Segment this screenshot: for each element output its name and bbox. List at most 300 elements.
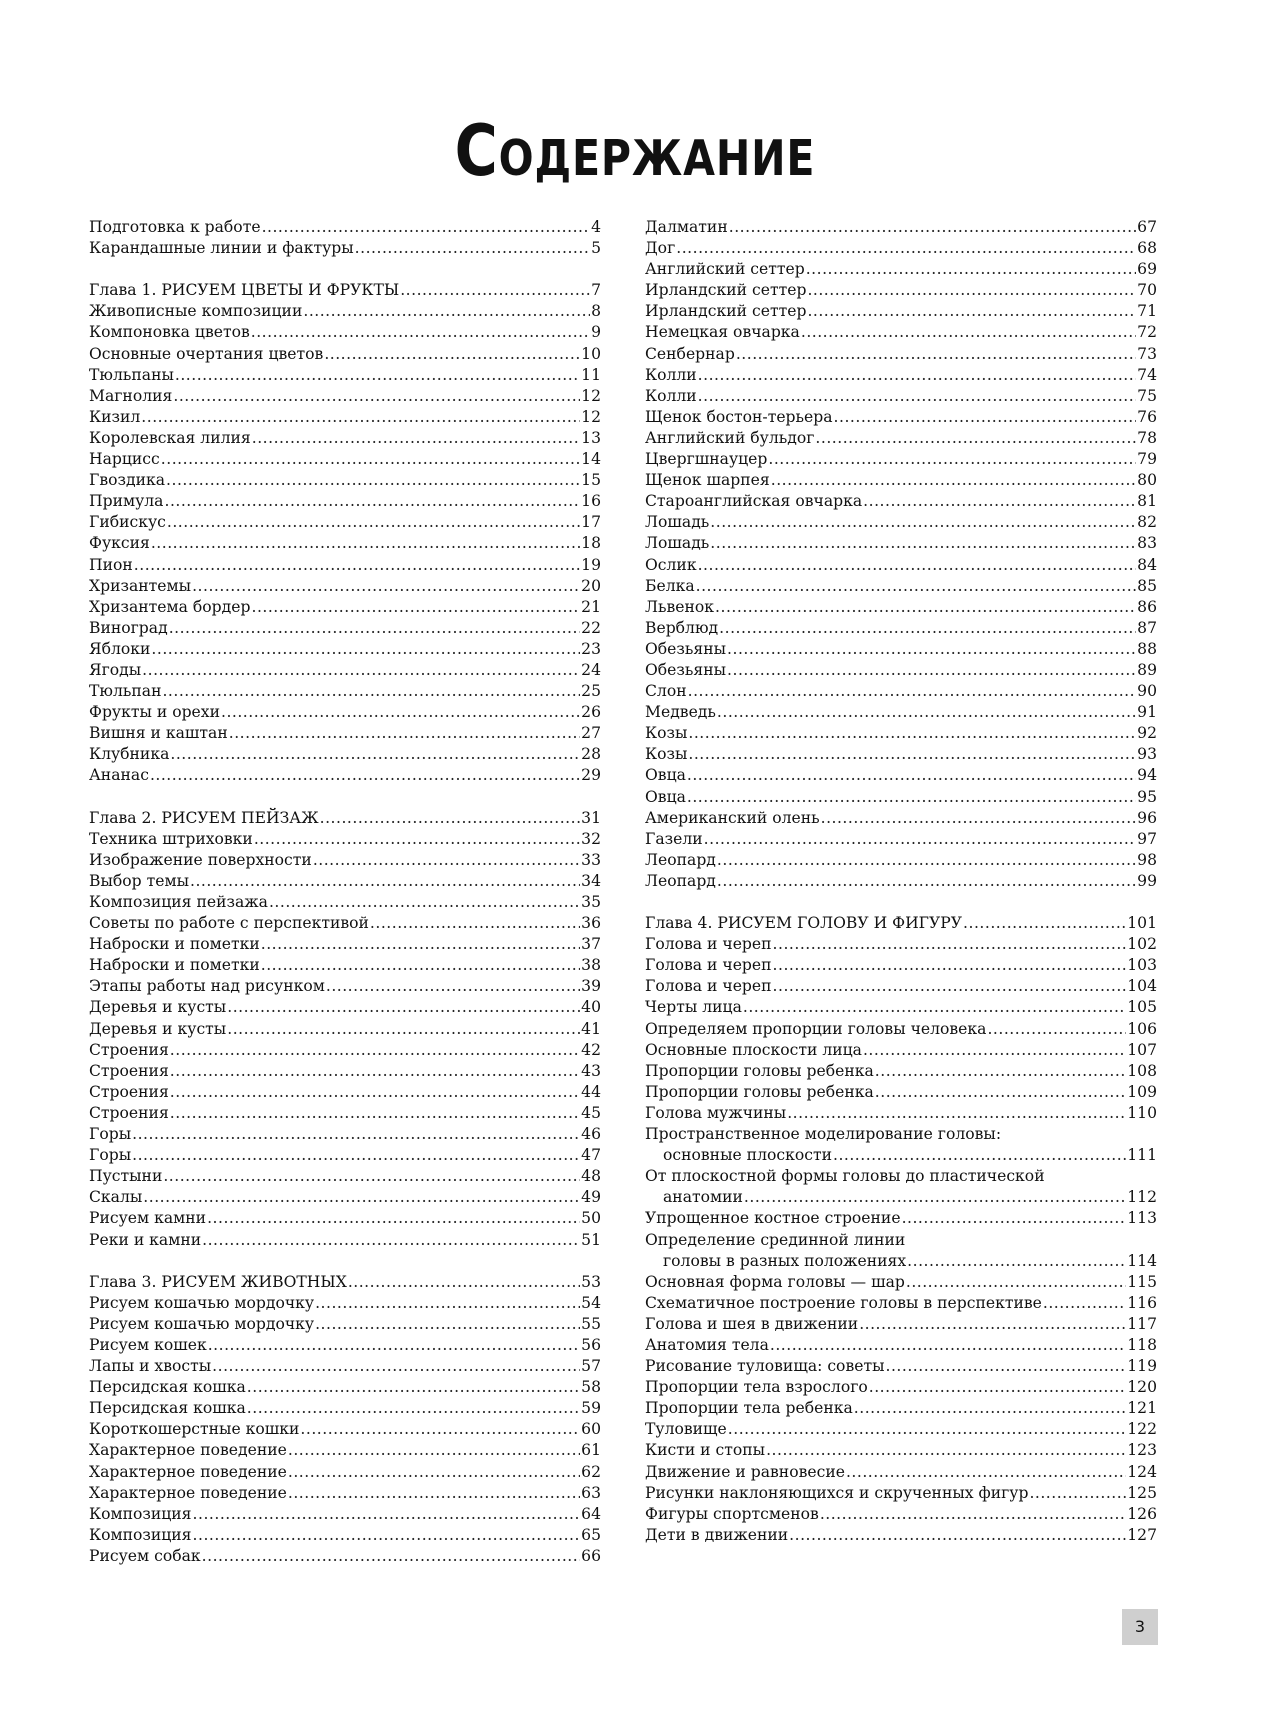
toc-entry-title: Пропорции тела ребенка [645, 1399, 853, 1418]
toc-entry-title: Основная форма головы — шар [645, 1272, 905, 1291]
toc-entry-page: 10 [581, 344, 601, 363]
toc-entry-page: 127 [1127, 1525, 1157, 1544]
toc-entry-page: 63 [581, 1483, 601, 1502]
toc-entry-title: Королевская лилия [89, 428, 251, 447]
toc-entry-page: 39 [581, 977, 601, 996]
toc-entry-page: 34 [581, 871, 601, 890]
toc-spacer [89, 259, 601, 280]
toc-leader-dots [715, 597, 1136, 618]
toc-entry [89, 934, 601, 955]
toc-entry-page: 112 [1127, 1188, 1157, 1207]
toc-entry-title: Колли [645, 365, 697, 384]
toc-leader-dots [696, 576, 1137, 597]
toc-entry-title: Советы по работе с перспективой [89, 914, 369, 933]
toc-entry [645, 407, 1157, 428]
toc-leader-dots [261, 955, 580, 976]
toc-entry-page: 103 [1127, 956, 1157, 975]
toc-entry [645, 808, 1157, 829]
toc-entry-page: 38 [581, 956, 601, 975]
toc-leader-dots [717, 871, 1136, 892]
toc-leader-dots [175, 365, 580, 386]
toc-leader-dots [869, 1377, 1126, 1398]
toc-entry-page: 12 [581, 386, 601, 405]
toc-entry [645, 913, 1157, 934]
toc-entry-title: Глава 1. РИСУЕМ ЦВЕТЫ И ФРУКТЫ [89, 281, 400, 300]
toc-leader-dots [771, 470, 1136, 491]
toc-entry [89, 976, 601, 997]
toc-entry-title: Козы [645, 745, 688, 764]
toc-entry-title: Козы [645, 724, 688, 743]
toc-entry [645, 1356, 1157, 1377]
toc-entry-page: 31 [581, 808, 601, 827]
toc-leader-dots [875, 1082, 1126, 1103]
toc-leader-dots [846, 1462, 1126, 1483]
toc-entry-page: 87 [1137, 618, 1157, 637]
toc-entry-title: Композиция пейзажа [89, 893, 268, 911]
toc-entry-page: 33 [581, 850, 601, 869]
toc-entry-page: 27 [581, 724, 601, 743]
toc-entry [89, 829, 601, 850]
toc-entry [89, 765, 601, 786]
toc-entry [645, 301, 1157, 322]
toc-leader-dots [676, 238, 1136, 259]
toc-entry [645, 1440, 1157, 1461]
toc-entry [89, 1103, 601, 1124]
toc-entry [89, 1145, 601, 1166]
toc-entry [89, 892, 601, 913]
toc-entry-page: 28 [581, 745, 601, 764]
toc-leader-dots [300, 1419, 580, 1440]
toc-leader-dots [886, 1356, 1127, 1377]
toc-entry-title: Черты лица [645, 998, 742, 1017]
toc-entry-page: 16 [581, 492, 601, 511]
toc-leader-dots [863, 491, 1136, 512]
toc-entry-title: Определяем пропорции головы человека [645, 1019, 987, 1038]
toc-entry-title: Тюльпаны [89, 365, 174, 384]
toc-entry [89, 681, 601, 702]
toc-leader-dots [167, 512, 580, 533]
toc-leader-dots [313, 850, 580, 871]
toc-entry [645, 744, 1157, 765]
toc-entry-page: 70 [1137, 281, 1157, 300]
toc-entry-page: 47 [581, 1146, 601, 1165]
toc-entry-page: 98 [1137, 850, 1157, 869]
toc-entry [645, 576, 1157, 597]
toc-entry-title: Дети в движении [645, 1525, 789, 1544]
toc-entry-title: Американский олень [645, 808, 820, 827]
toc-entry-page: 14 [581, 450, 601, 469]
toc-entry [645, 1377, 1157, 1398]
toc-entry [645, 1314, 1157, 1335]
toc-entry-page: 102 [1127, 935, 1157, 954]
toc-entry [645, 1145, 1157, 1166]
toc-entry-title: Цвергшнауцер [645, 450, 768, 469]
toc-entry-page: 110 [1127, 1103, 1157, 1122]
toc-entry [645, 702, 1157, 723]
toc-entry-page: 46 [581, 1125, 601, 1144]
toc-entry-title: Обезьяны [645, 639, 727, 658]
toc-entry [89, 1040, 601, 1061]
toc-leader-dots [710, 512, 1136, 533]
toc-entry [89, 1377, 601, 1398]
toc-leader-dots [247, 1398, 580, 1419]
toc-entry-title: Схематичное построение головы в перспективе [645, 1293, 1042, 1312]
toc-entry-page: 92 [1137, 724, 1157, 743]
toc-entry-title: Основные очертания цветов [89, 344, 324, 363]
toc-entry-page: 126 [1127, 1504, 1157, 1523]
toc-entry-title: Колли [645, 386, 697, 405]
toc-entry [89, 470, 601, 491]
toc-entry-title: Пропорции головы ребенка [645, 1082, 874, 1101]
toc-entry-page: 26 [581, 703, 601, 722]
toc-leader-dots [132, 1145, 580, 1166]
toc-leader-dots [820, 1504, 1126, 1525]
toc-entry [89, 1230, 601, 1251]
toc-entry-page: 111 [1127, 1146, 1157, 1165]
toc-leader-dots [907, 1251, 1126, 1272]
toc-entry [645, 259, 1157, 280]
toc-entry [89, 576, 601, 597]
toc-entry [645, 1462, 1157, 1483]
toc-entry-title: Виноград [89, 618, 168, 637]
toc-entry [645, 1272, 1157, 1293]
toc-entry-page: 41 [581, 1019, 601, 1038]
toc-leader-dots [202, 1230, 580, 1251]
toc-leader-dots [704, 829, 1137, 850]
toc-entry-title: Кизил [89, 407, 141, 426]
toc-leader-dots [789, 1525, 1126, 1546]
toc-leader-dots [221, 702, 580, 723]
toc-column-right [645, 217, 1157, 1546]
toc-entry-title: Деревья и кусты [89, 998, 227, 1017]
toc-entry-title: Немецкая овчарка [645, 323, 800, 342]
toc-leader-dots [143, 1187, 580, 1208]
toc-leader-dots [261, 934, 580, 955]
toc-entry [89, 491, 601, 512]
toc-entry-title: Компоновка цветов [89, 323, 250, 342]
toc-entry-title: Голова и череп [645, 977, 772, 996]
toc-entry [645, 1208, 1157, 1229]
toc-leader-dots [141, 407, 580, 428]
toc-entry-title: Нарцисс [89, 450, 160, 469]
toc-entry-title: Слон [645, 682, 687, 701]
toc-entry [89, 1335, 601, 1356]
toc-leader-dots [288, 1440, 580, 1461]
toc-entry [89, 618, 601, 639]
toc-entry-page: 97 [1137, 829, 1157, 848]
toc-entry-title: Лапы и хвосты [89, 1357, 212, 1376]
toc-entry-page: 96 [1137, 808, 1157, 827]
toc-leader-dots [743, 997, 1126, 1018]
toc-leader-dots [773, 955, 1127, 976]
toc-entry-page: 118 [1127, 1335, 1157, 1354]
toc-entry-title: Рисуем кошачью мордочку [89, 1314, 315, 1333]
toc-entry [89, 365, 601, 386]
toc-entry [89, 344, 601, 365]
toc-entry [645, 976, 1157, 997]
toc-entry-page: 29 [581, 766, 601, 785]
toc-entry-page: 55 [581, 1314, 601, 1333]
toc-leader-dots [303, 301, 590, 322]
toc-entry [645, 618, 1157, 639]
toc-leader-dots [212, 1356, 580, 1377]
toc-entry [645, 829, 1157, 850]
toc-entry-page: 66 [581, 1546, 601, 1565]
toc-entry [645, 1040, 1157, 1061]
toc-leader-dots [288, 1462, 580, 1483]
toc-entry-page: 61 [581, 1441, 601, 1460]
toc-entry-page: 99 [1137, 871, 1157, 890]
toc-entry-title: Композиция [89, 1504, 192, 1523]
toc-leader-dots [770, 1335, 1126, 1356]
toc-entry-page: 45 [581, 1103, 601, 1122]
toc-leader-dots [315, 1314, 580, 1335]
toc-entry-page: 57 [581, 1357, 601, 1376]
toc-leader-dots [717, 850, 1136, 871]
toc-entry [89, 913, 601, 934]
toc-leader-dots [859, 1314, 1126, 1335]
toc-leader-dots [687, 787, 1136, 808]
toc-entry [645, 1061, 1157, 1082]
toc-entry [645, 639, 1157, 660]
toc-entry-title: Пустыни [89, 1167, 163, 1186]
toc-entry [89, 217, 601, 238]
toc-leader-dots [262, 217, 591, 238]
toc-leader-dots [170, 1082, 580, 1103]
toc-entry-page: 59 [581, 1399, 601, 1418]
toc-entry-page: 58 [581, 1378, 601, 1397]
toc-entry [89, 428, 601, 449]
toc-entry [645, 449, 1157, 470]
page-title: Содержание [454, 110, 816, 192]
toc-entry-page: 107 [1127, 1040, 1157, 1059]
toc-entry-title: Рисуем кошачью мордочку [89, 1293, 315, 1312]
toc-entry-title: Строения [89, 1040, 169, 1059]
toc-entry [89, 1124, 601, 1145]
toc-entry [89, 808, 601, 829]
toc-entry [645, 344, 1157, 365]
toc-entry-title: Реки и камни [89, 1230, 202, 1249]
toc-entry [645, 280, 1157, 301]
toc-entry [645, 1504, 1157, 1525]
toc-entry-page: 42 [581, 1040, 601, 1059]
toc-entry-title: Обезьяны [645, 660, 727, 679]
toc-entry [645, 1335, 1157, 1356]
toc-entry [645, 428, 1157, 449]
toc-entry-title: Деревья и кусты [89, 1019, 227, 1038]
toc-entry-page: 43 [581, 1061, 601, 1080]
toc-entry-title: Ягоды [89, 660, 142, 679]
toc-entry-page: 122 [1127, 1420, 1157, 1439]
toc-entry-page: 35 [581, 893, 601, 911]
toc-entry [89, 555, 601, 576]
toc-leader-dots [169, 618, 580, 639]
toc-entry-title: головы в разных положениях [663, 1251, 907, 1270]
toc-entry-title: Хризантема бордер [89, 597, 251, 616]
toc-entry-page: 62 [581, 1462, 601, 1481]
toc-entry-title: Техника штриховки [89, 829, 253, 848]
toc-entry-title: Английский бульдог [645, 428, 815, 447]
toc-entry-title: Выбор темы [89, 871, 189, 890]
toc-entry [645, 365, 1157, 386]
toc-entry-page: 95 [1137, 787, 1157, 806]
toc-entry [645, 1525, 1157, 1546]
toc-entry [89, 1546, 601, 1567]
toc-leader-dots [150, 765, 580, 786]
toc-leader-dots [801, 322, 1136, 343]
toc-entry-page: 11 [581, 365, 601, 384]
toc-entry-title: Ананас [89, 766, 149, 785]
toc-entry [645, 1103, 1157, 1124]
toc-leader-dots [875, 1061, 1126, 1082]
toc-entry-page: 18 [581, 534, 601, 553]
toc-entry [89, 744, 601, 765]
toc-leader-dots [151, 639, 580, 660]
toc-entry-title: Горы [89, 1125, 132, 1144]
toc-entry-page: 114 [1127, 1251, 1157, 1270]
toc-entry-title: Строения [89, 1061, 169, 1080]
toc-entry [89, 850, 601, 871]
toc-entry-title: Этапы работы над рисунком [89, 977, 325, 996]
toc-leader-dots [400, 280, 590, 301]
toc-leader-dots [326, 976, 580, 997]
toc-entry-title: Гибискус [89, 513, 166, 532]
toc-entry [645, 470, 1157, 491]
toc-entry [645, 555, 1157, 576]
toc-entry-page: 73 [1137, 344, 1157, 363]
toc-entry-title: Движение и равновесие [645, 1462, 845, 1481]
toc-entry [645, 512, 1157, 533]
toc-leader-dots [807, 280, 1136, 301]
toc-entry [89, 1504, 601, 1525]
toc-entry-page: 7 [591, 281, 601, 300]
toc-entry [89, 597, 601, 618]
toc-leader-dots [247, 1377, 580, 1398]
toc-leader-dots [698, 365, 1136, 386]
toc-leader-dots [288, 1483, 580, 1504]
toc-entry [645, 681, 1157, 702]
toc-entry-title: Упрощенное костное строение [645, 1209, 901, 1228]
toc-entry-page: 90 [1137, 682, 1157, 701]
toc-entry [89, 301, 601, 322]
toc-entry-title: Короткошерстные кошки [89, 1420, 300, 1439]
toc-entry-page: 115 [1127, 1272, 1157, 1291]
toc-entry [89, 1293, 601, 1314]
toc-entry-page: 44 [581, 1082, 601, 1101]
toc-entry-line: Пространственное моделирование головы: [645, 1125, 1002, 1144]
toc-entry-page: 4 [591, 218, 601, 236]
toc-leader-dots [170, 744, 580, 765]
toc-entry [645, 597, 1157, 618]
toc-entry-page: 104 [1127, 977, 1157, 996]
toc-spacer [89, 1251, 601, 1272]
toc-entry [89, 238, 601, 259]
toc-leader-dots [208, 1335, 580, 1356]
toc-entry-page: 79 [1137, 450, 1157, 469]
toc-entry-title: Клубника [89, 745, 170, 764]
toc-entry-title: Туловище [645, 1420, 727, 1439]
toc-entry-title: Английский сеттер [645, 260, 805, 279]
toc-entry-page: 19 [581, 555, 601, 574]
toc-leader-dots [254, 829, 580, 850]
toc-entry-title: Рисуем камни [89, 1209, 207, 1228]
toc-leader-dots [161, 449, 580, 470]
toc-entry-page: 5 [591, 239, 601, 258]
toc-entry-page: 32 [581, 829, 601, 848]
toc-leader-dots [766, 1440, 1126, 1461]
toc-entry [645, 765, 1157, 786]
toc-entry-line: Определение срединной линии [645, 1230, 906, 1249]
toc-entry-title: Характерное поведение [89, 1462, 287, 1481]
toc-entry [89, 1061, 601, 1082]
toc-entry-page: 24 [581, 660, 601, 679]
toc-entry [89, 1462, 601, 1483]
toc-entry-title: Ирландский сеттер [645, 302, 807, 321]
toc-spacer [89, 787, 601, 808]
toc-entry-page: 36 [581, 914, 601, 933]
toc-leader-dots [727, 660, 1136, 681]
toc-entry-title: Скалы [89, 1188, 143, 1207]
toc-entry [89, 1314, 601, 1335]
toc-entry-page: 120 [1127, 1378, 1157, 1397]
toc-entry-page: 60 [581, 1420, 601, 1439]
toc-entry-page: 65 [581, 1525, 601, 1544]
toc-leader-dots [251, 597, 580, 618]
toc-leader-dots [787, 1103, 1126, 1124]
toc-entry-page: 56 [581, 1335, 601, 1354]
toc-entry [89, 702, 601, 723]
toc-entry [89, 1208, 601, 1229]
toc-leader-dots [773, 976, 1127, 997]
toc-entry [645, 533, 1157, 554]
toc-leader-dots [688, 681, 1137, 702]
toc-entry [89, 1483, 601, 1504]
toc-entry-page: 108 [1127, 1061, 1157, 1080]
toc-entry-title: Магнолия [89, 386, 173, 405]
toc-entry-page: 101 [1127, 914, 1157, 933]
toc-entry [645, 386, 1157, 407]
toc-entry-page: 116 [1127, 1293, 1157, 1312]
toc-leader-dots [251, 322, 590, 343]
toc-entry-title: Подготовка к работе [89, 218, 261, 236]
toc-leader-dots [324, 344, 580, 365]
toc-entry-title: Пион [89, 555, 133, 574]
toc-entry-page: 121 [1127, 1399, 1157, 1418]
toc-leader-dots [719, 618, 1136, 639]
toc-entry-title: Фуксия [89, 534, 150, 553]
toc-entry [645, 1293, 1157, 1314]
toc-entry-page: 80 [1137, 471, 1157, 490]
toc-leader-dots [170, 1061, 580, 1082]
toc-entry [645, 238, 1157, 259]
toc-entry-title: Рисунки наклоняющихся и скрученных фигур [645, 1483, 1029, 1502]
toc-entry-page: 37 [581, 935, 601, 954]
toc-entry-title: Верблюд [645, 618, 719, 637]
toc-entry-title: Наброски и пометки [89, 956, 260, 975]
toc-entry-title: Анатомия тела [645, 1335, 769, 1354]
toc-entry-title: Рисуем собак [89, 1546, 201, 1565]
toc-entry [645, 1483, 1157, 1504]
toc-leader-dots [728, 1419, 1126, 1440]
toc-leader-dots [227, 1019, 580, 1040]
toc-entry [645, 997, 1157, 1018]
toc-leader-dots [768, 449, 1136, 470]
toc-entry [89, 955, 601, 976]
toc-entry-page: 12 [581, 407, 601, 426]
toc-entry [89, 407, 601, 428]
toc-entry-title: Ослик [645, 555, 697, 574]
toc-entry-title: Персидская кошка [89, 1378, 246, 1397]
